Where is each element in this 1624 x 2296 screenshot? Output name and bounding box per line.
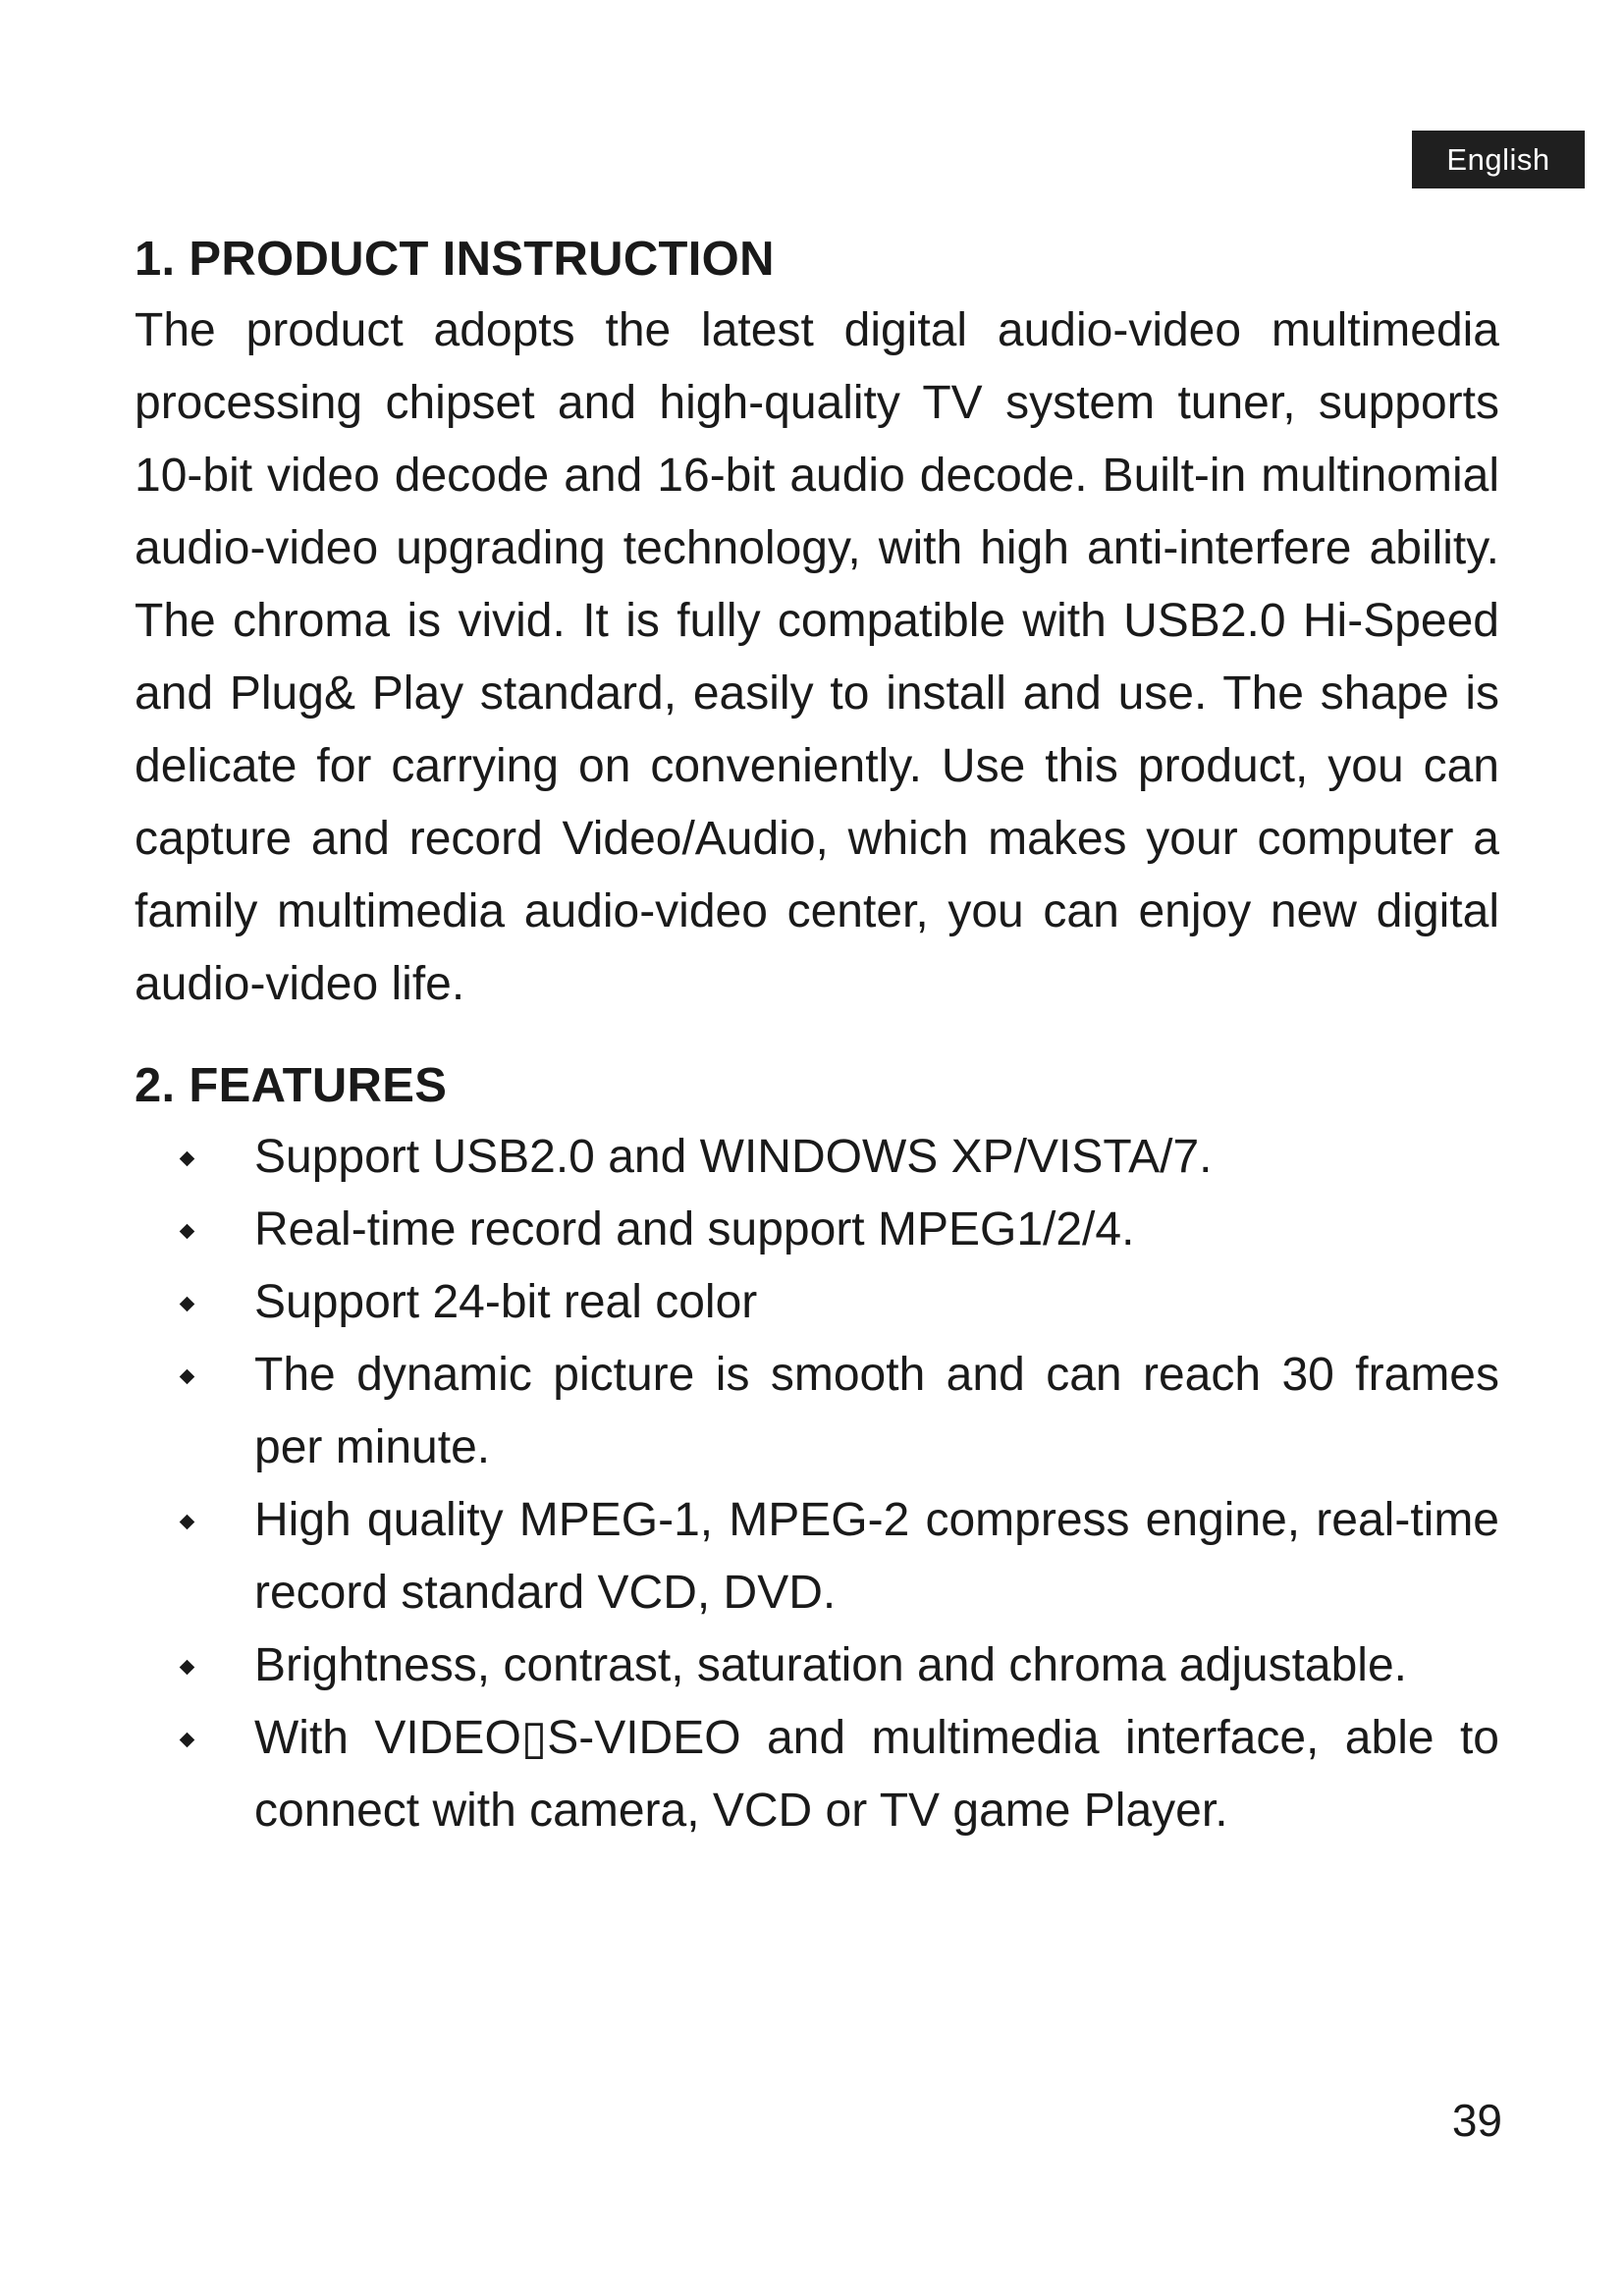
feature-text: Support 24-bit real color (254, 1276, 758, 1328)
diamond-bullet-icon (180, 1297, 195, 1312)
diamond-bullet-icon (180, 1369, 195, 1385)
features-list (135, 1121, 1499, 1847)
list-item (135, 1121, 1499, 1194)
diamond-bullet-icon (180, 1515, 195, 1530)
feature-text: High quality MPEG-1, MPEG-2 compress engine, real-time record standard VCD, DVD. (254, 1494, 1499, 1619)
list-item (135, 1339, 1499, 1484)
language-badge: English (1412, 131, 1585, 188)
diamond-bullet-icon (180, 1733, 195, 1748)
list-item (135, 1629, 1499, 1702)
list-item (135, 1702, 1499, 1847)
section-heading-features: 2. FEATURES (135, 1059, 448, 1112)
list-item (135, 1194, 1499, 1266)
list-item (135, 1266, 1499, 1339)
page-content (135, 224, 1499, 1847)
diamond-bullet-icon (180, 1224, 195, 1240)
page-number: 39 (1451, 2095, 1502, 2146)
feature-text: The dynamic picture is smooth and can reach 30 frames per minute. (254, 1349, 1499, 1473)
diamond-bullet-icon (180, 1151, 195, 1167)
section-heading-product-instruction: 1. PRODUCT INSTRUCTION (135, 233, 775, 286)
feature-text: With VIDEO▯S-VIDEO and multimedia interface, able to connect with camera, VCD or TV game Player. (254, 1712, 1499, 1837)
feature-text: Real-time record and support MPEG1/2/4. (254, 1203, 1135, 1255)
feature-text: Brightness, contrast, saturation and chroma adjustable. (254, 1639, 1407, 1691)
feature-text: Support USB2.0 and WINDOWS XP/VISTA/7. (254, 1131, 1213, 1183)
list-item (135, 1484, 1499, 1629)
product-instruction-paragraph: The product adopts the latest digital audio-video multimedia processing chipset and high-quality TV system tuner, supports 10-bit video decode and 16-bit audio decode. Built-in multinomial audio-video upgrading technology, with high anti-interfere ability. The chroma is vivid. It is fully compatible with USB2.0 Hi-Speed and Plug& Play standard, easily to install and use. The shape is delicate for carrying on conveniently. Use this product, you can capture and record Video/Audio, which makes your computer a family multimedia audio-video center, you can enjoy new digital audio-video life. (135, 304, 1499, 1010)
diamond-bullet-icon (180, 1660, 195, 1676)
